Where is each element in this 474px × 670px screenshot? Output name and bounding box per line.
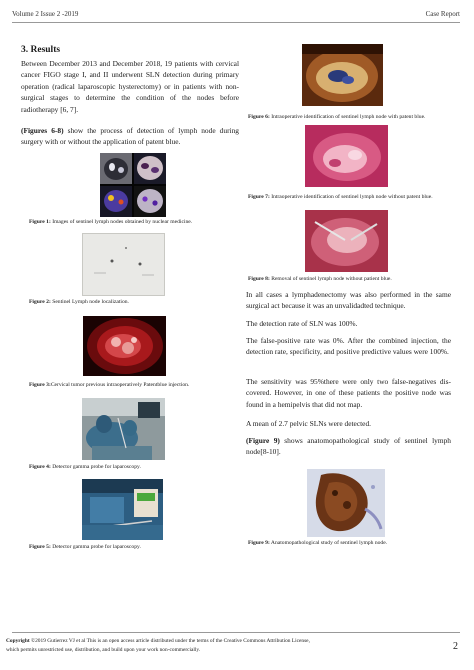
figure-2-image xyxy=(82,233,165,296)
figure-2-label: Figure 2: xyxy=(29,299,51,305)
figure-6-text: Intraoperative identification of sentinel lymph node with patent blue. xyxy=(269,114,426,120)
figure-1-text: Images of sentinel lymph nodes obtained by nuclear medicine. xyxy=(50,219,193,225)
figure-1-label: Figure 1: xyxy=(29,219,51,225)
mean-sln-paragraph: A mean of 2.7 pelvic SLNs were detected. xyxy=(246,419,371,428)
figure-3-text: Cervical tumor previous intraoperatively Patentblue injection. xyxy=(50,382,190,388)
figure-4-caption xyxy=(29,464,244,471)
paragraph-text: show the process of detection of lymph node during surgery with or without the application of patent blue. xyxy=(21,126,239,147)
header-rule xyxy=(12,22,460,23)
article-type: Case Report xyxy=(425,10,460,18)
figure-2-text: Sentinel Lymph node localization. xyxy=(50,299,129,305)
figure-2-caption xyxy=(29,299,244,306)
page-number: 2 xyxy=(453,641,458,652)
figure-6-image xyxy=(302,44,383,106)
detection-rate-paragraph: The detection rate of SLN was 100%. xyxy=(246,319,358,328)
figure-1-image xyxy=(100,153,166,217)
figures-6-8-link[interactable]: (Figures 6-8) xyxy=(21,126,64,135)
figure-5-caption xyxy=(29,544,244,551)
figure-4-image xyxy=(82,398,165,460)
footer-copyright xyxy=(6,637,426,654)
figure-7-text: Intraoperative identification of sentinel lymph node without patent blue. xyxy=(269,194,433,200)
figure-8-image xyxy=(305,210,388,272)
lymphadenectomy-paragraph: In all cases a lymphadenectomy was also performed in the same surgical act because it was an unvalidadted technique. xyxy=(246,290,451,311)
figure-9-image xyxy=(307,469,385,537)
figure-3-caption xyxy=(29,382,244,389)
figure-9-caption xyxy=(248,540,463,547)
figure-3-label: Figure 3: xyxy=(29,382,51,388)
paragraph-text: shows anatomopathological study of sentinel lymph node[8-10]. xyxy=(246,436,451,457)
figure-7-image xyxy=(305,125,388,187)
figure-5-label: Figure 5: xyxy=(29,544,51,550)
figure-6-caption xyxy=(248,114,463,121)
figure-9-reference-paragraph xyxy=(246,435,451,458)
sensitivity-paragraph: The sensitivity was 95%there were only two false-negatives dis-covered. However, in one of these patients the positive node was found in a hemipelvis that did not map. xyxy=(246,377,451,409)
results-paragraph: Between December 2013 and December 2018, 19 patients with cervical cancer FIGO stage I, and II underwent SLN detection during primary operation (radical laparoscopic hysterectomy) or in patients with non-surgical stages to determine the condition of the nodes before radiotherapy [6, 7]. xyxy=(21,59,239,114)
false-positive-paragraph: The false-positive rate was 0%. After the combined injection, the detection rate, specificity, and positive predictive values were 100%. xyxy=(246,336,451,357)
figures-reference-paragraph xyxy=(21,125,239,148)
footer-rule xyxy=(12,632,460,633)
figure-9-text: Anatomopathological study of sentinel lymph node. xyxy=(269,540,388,546)
figure-9-link[interactable]: (Figure 9) xyxy=(246,436,280,445)
figure-3-image xyxy=(83,316,166,376)
figure-6-label: Figure 6: xyxy=(248,114,270,120)
figure-9-label: Figure 9: xyxy=(248,540,270,546)
figure-5-image xyxy=(82,479,163,540)
copyright-line-1: ©2019 Gutierrez VJ et al This is an open access article distributed under the terms of the Creative Commons Attribution License, xyxy=(29,638,310,644)
copyright-label: Copyright xyxy=(6,638,30,644)
copyright-line-2: which permits unrestricted use, distribution, and build upon your work non-commercially. xyxy=(6,646,201,653)
figure-8-caption xyxy=(248,276,463,283)
figure-8-label: Figure 8: xyxy=(248,276,270,282)
figure-1-caption xyxy=(29,219,244,226)
figure-5-text: Detector gamma probe for laparoscopy. xyxy=(50,544,141,550)
section-title: 3. Results xyxy=(21,45,61,55)
journal-volume: Volume 2 Issue 2 -2019 xyxy=(12,10,79,18)
figure-4-label: Figure 4: xyxy=(29,464,51,470)
figure-7-label: Figure 7: xyxy=(248,194,270,200)
figure-7-caption xyxy=(248,194,463,201)
figure-8-text: Removal of sentinel lymph node without patient blue. xyxy=(269,276,392,282)
figure-4-text: Detector gamma probe for laparoscopy. xyxy=(50,464,141,470)
